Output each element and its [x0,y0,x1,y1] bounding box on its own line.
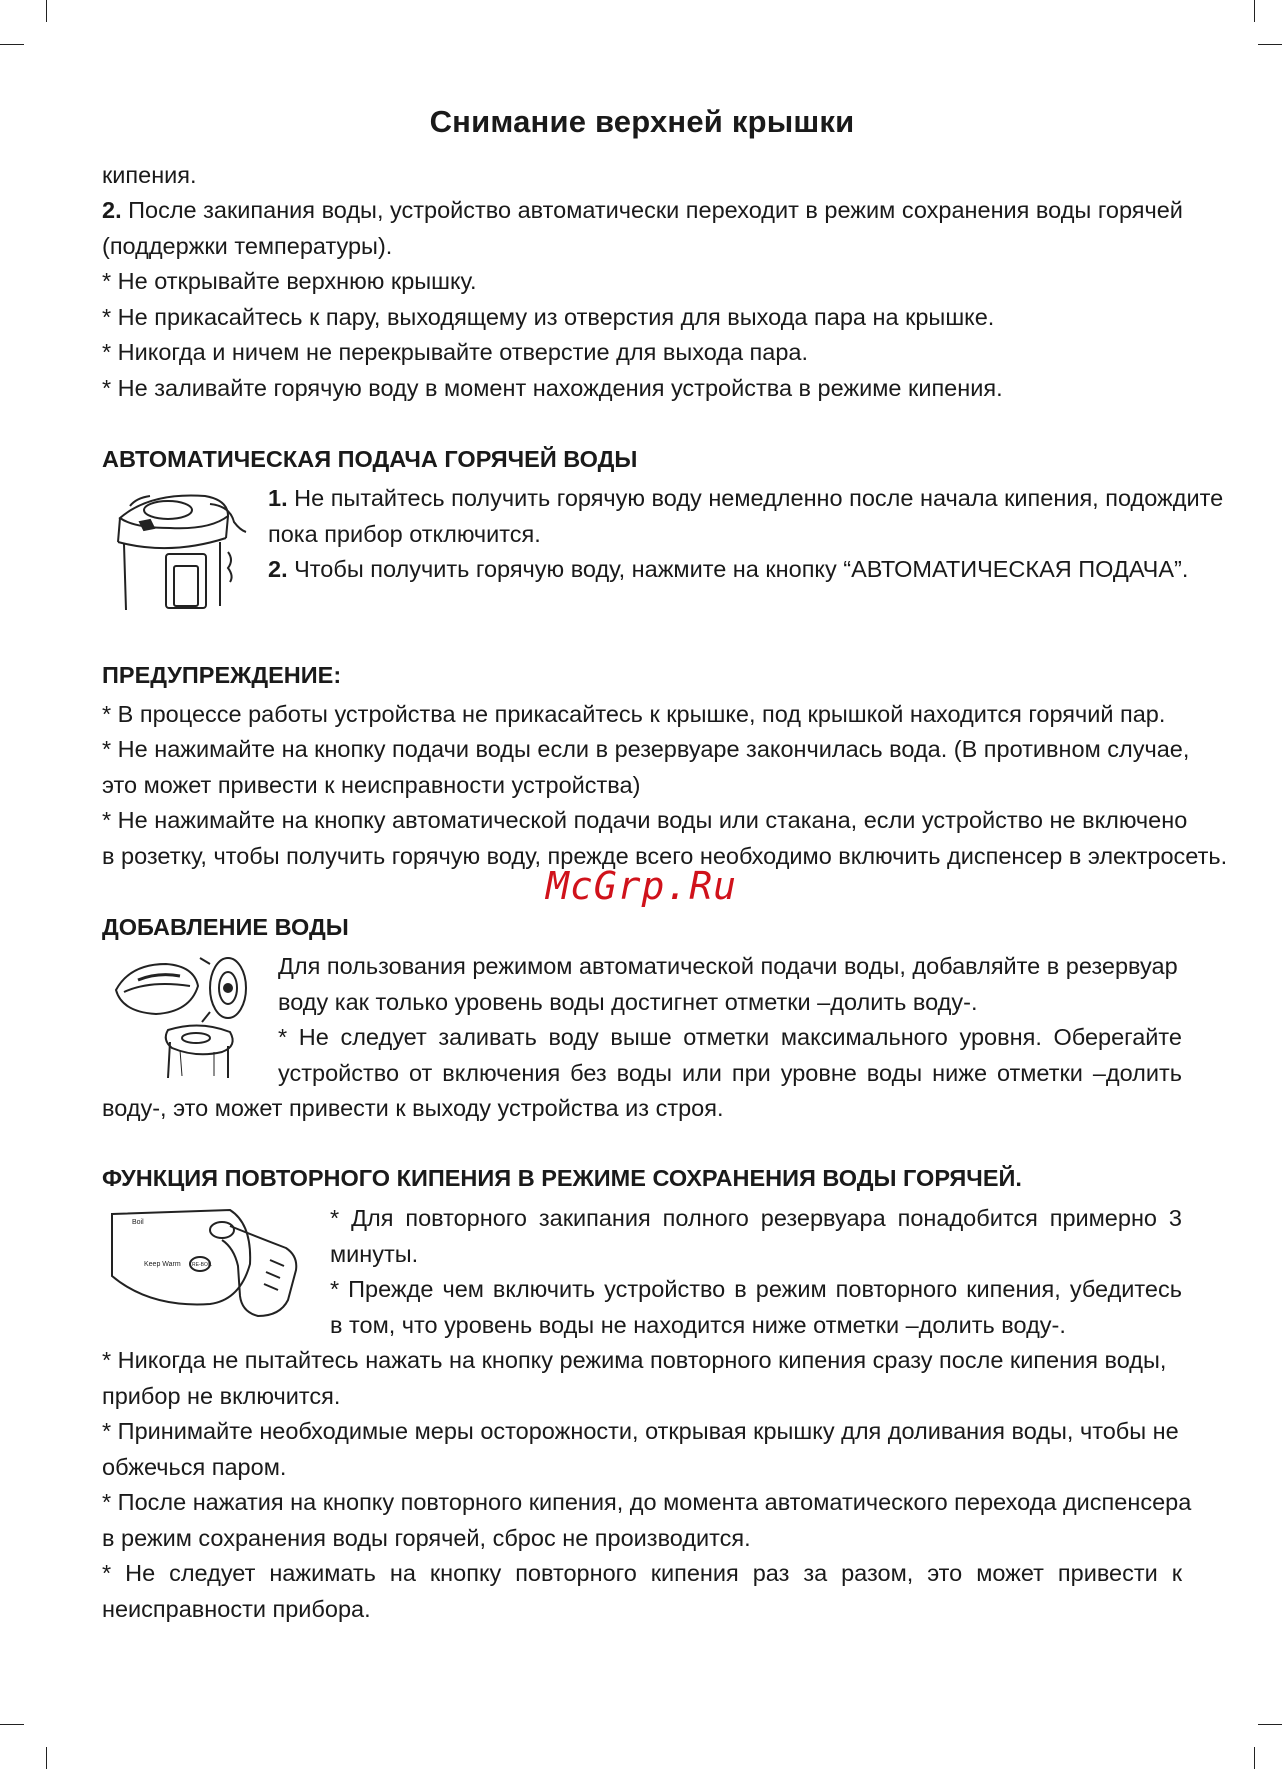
dispenser-illustration [110,482,250,612]
crop-mark-tr-v [1254,0,1255,22]
adding-water-drawing [110,950,270,1080]
reboil-line-4: в том, что уровень воды не находится ниже отметки –долить воду-. [330,1312,1066,1338]
page-title: Снимание верхней крышки [429,104,855,139]
adding-line-2: воду как только уровень воды достигнет отметки –долить воду-. [278,989,978,1015]
intro-line-1: кипения. [102,162,197,188]
intro-step-text: После закипания воды, устройство автоматически переходит в режим сохранения воды горячей [121,197,1183,223]
crop-mark-br-v [1254,1747,1255,1769]
reboil-line-9: * После нажатия на кнопку повторного кипения, до момента автоматического перехода диспенсера [102,1489,1192,1515]
crop-mark-tl-v [46,0,47,22]
intro-line-6: * Никогда и ничем не перекрывайте отверстие для выхода пара. [102,339,809,365]
reboil-panel-illustration [110,1204,310,1320]
reboil-line-7: * Принимайте необходимые меры осторожности, открывая крышку для доливания воды, чтобы не [102,1418,1179,1444]
reboil-line-1: * Для повторного закипания полного резервуара понадобится примерно 3 [330,1205,1182,1231]
reboil-heading: ФУНКЦИЯ ПОВТОРНОГО КИПЕНИЯ В РЕЖИМЕ СОХРАНЕНИЯ ВОДЫ ГОРЯЧЕЙ. [102,1165,1022,1191]
crop-mark-br-h [1258,1724,1282,1725]
panel-boil-label: Boil [132,1219,144,1226]
auto-step-1-number: 1. [268,485,288,511]
warning-line-1: * В процессе работы устройства не прикасайтесь к крышке, под крышкой находится горячий пар. [102,701,1166,727]
watermark: McGrp.Ru [546,864,738,908]
crop-mark-tr-h [1258,44,1282,45]
adding-line-3: * Не следует заливать воду выше отметки максимального уровня. Оберегайте [278,1024,1182,1050]
dispenser-drawing [110,482,250,612]
adding-water-heading: ДОБАВЛЕНИЕ ВОДЫ [102,914,349,940]
reboil-line-3: * Прежде чем включить устройство в режим повторного кипения, убедитесь [330,1276,1182,1302]
intro-line-4: * Не открывайте верхнюю крышку. [102,268,477,294]
reboil-line-10: в режим сохранения воды горячей, сброс не производится. [102,1525,751,1551]
panel-keep-warm-label: Keep Warm [144,1261,181,1268]
crop-mark-tl-h [0,44,24,45]
auto-step-1-text: Не пытайтесь получить горячую воду немедленно после начала кипения, подождите [287,485,1224,511]
reboil-line-11: * Не следует нажимать на кнопку повторного кипения раз за разом, это может привести к [102,1560,1182,1586]
auto-step-2-text: Чтобы получить горячую воду, нажмите на кнопку “АВТОМАТИЧЕСКАЯ ПОДАЧА”. [287,556,1189,582]
reboil-line-8: обжечься паром. [102,1454,287,1480]
warning-line-4: * Не нажимайте на кнопку автоматической подачи воды или стакана, если устройство не включено [102,807,1188,833]
reboil-line-5: * Никогда не пытайтесь нажать на кнопку режима повторного кипения сразу после кипения воды, [102,1347,1167,1373]
crop-mark-bl-h [0,1724,24,1725]
intro-line-7: * Не заливайте горячую воду в момент нахождения устройства в режиме кипения. [102,375,1003,401]
adding-line-1: Для пользования режимом автоматической подачи воды, добавляйте в резервуар [278,953,1178,979]
reboil-line-12: неисправности прибора. [102,1596,371,1622]
auto-step-2-number: 2. [268,556,288,582]
adding-line-5: воду-, это может привести к выходу устройства из строя. [102,1095,724,1121]
panel-reboil-button-label: RE-BOIL [192,1262,213,1268]
auto-line-2: пока прибор отключится. [268,521,541,547]
reboil-line-6: прибор не включится. [102,1383,341,1409]
auto-dispense-heading: АВТОМАТИЧЕСКАЯ ПОДАЧА ГОРЯЧЕЙ ВОДЫ [102,446,638,472]
warning-line-2: * Не нажимайте на кнопку подачи воды если в резервуаре закончилась вода. (В противном случае, [102,736,1190,762]
warning-line-5: в розетку, чтобы получить горячую воду, прежде всего необходимо включить диспенсер в электросеть. [102,843,1228,869]
intro-line-3: (поддержки температуры). [102,233,393,259]
adding-line-4: устройство от включения без воды или при уровне воды ниже отметки –долить [278,1060,1182,1086]
crop-mark-bl-v [46,1747,47,1769]
warning-heading: ПРЕДУПРЕЖДЕНИЕ: [102,662,342,688]
auto-line-3 [268,552,1188,588]
intro-line-5: * Не прикасайтесь к пару, выходящему из отверстия для выхода пара на крышке. [102,304,995,330]
warning-line-3: это может привести к неисправности устройства) [102,772,641,798]
reboil-line-2: минуты. [330,1241,419,1267]
intro-line-2 [102,193,1183,229]
intro-step-number: 2. [102,197,122,223]
auto-line-1 [268,481,1223,517]
control-panel-drawing [110,1204,310,1320]
adding-water-illustration [110,950,270,1080]
